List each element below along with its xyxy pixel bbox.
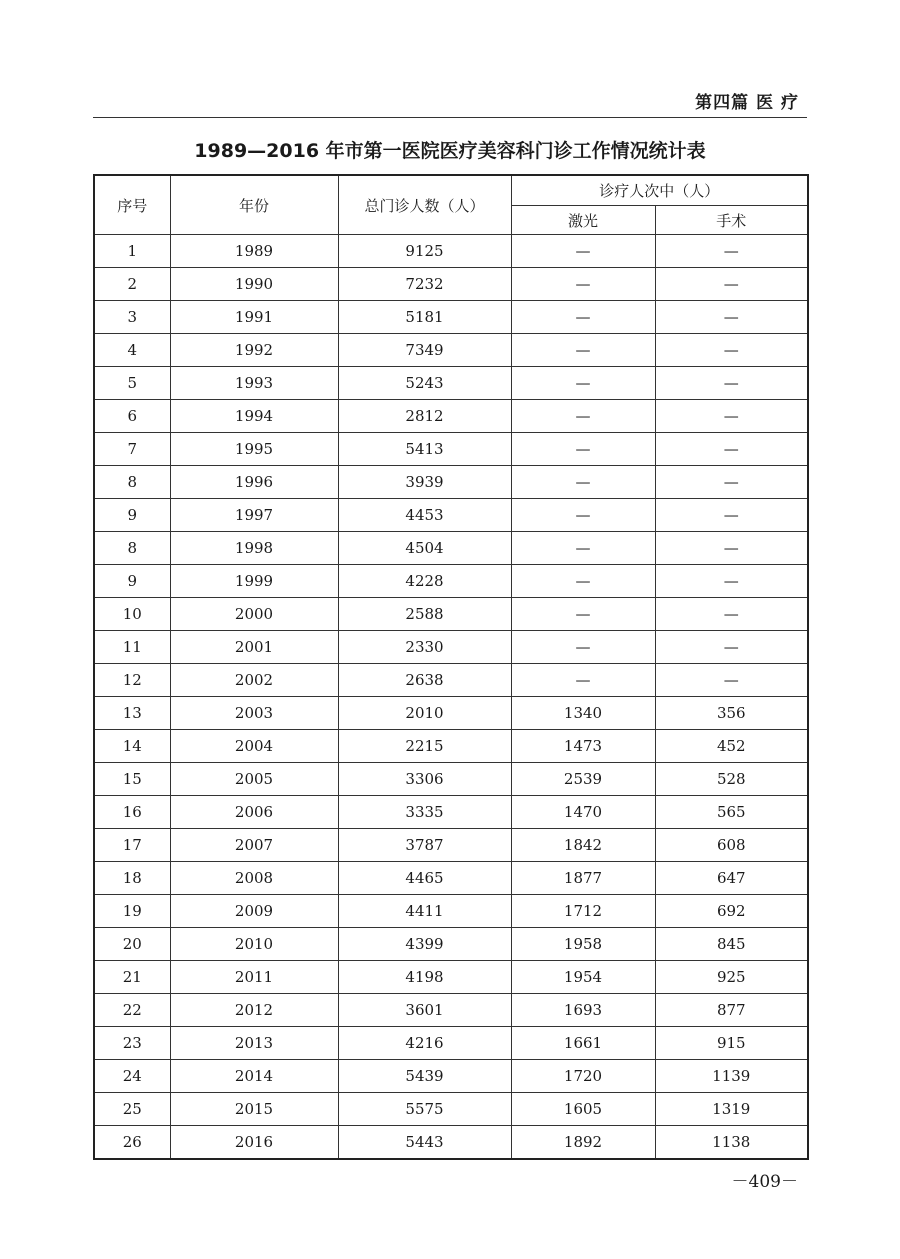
table-row	[94, 631, 808, 664]
cell-seq: 11	[94, 631, 170, 664]
cell-seq: 5	[94, 367, 170, 400]
cell-laser: 1693	[511, 994, 655, 1027]
running-header	[93, 84, 807, 118]
table-row	[94, 532, 808, 565]
cell-seq: 17	[94, 829, 170, 862]
cell-total: 2330	[338, 631, 511, 664]
cell-year: 2013	[170, 1027, 338, 1060]
cell-surgery: —	[655, 598, 808, 631]
cell-surgery: —	[655, 235, 808, 268]
cell-surgery: —	[655, 565, 808, 598]
table-row	[94, 598, 808, 631]
cell-seq: 22	[94, 994, 170, 1027]
cell-total: 2588	[338, 598, 511, 631]
cell-total: 4216	[338, 1027, 511, 1060]
cell-surgery: —	[655, 367, 808, 400]
cell-year: 2016	[170, 1126, 338, 1160]
cell-total: 3601	[338, 994, 511, 1027]
cell-year: 2006	[170, 796, 338, 829]
table-row	[94, 763, 808, 796]
cell-seq: 9	[94, 499, 170, 532]
cell-year: 2001	[170, 631, 338, 664]
cell-surgery: 528	[655, 763, 808, 796]
cell-seq: 6	[94, 400, 170, 433]
cell-surgery: —	[655, 400, 808, 433]
cell-surgery: 1138	[655, 1126, 808, 1160]
cell-seq: 24	[94, 1060, 170, 1093]
cell-seq: 8	[94, 466, 170, 499]
cell-seq: 14	[94, 730, 170, 763]
cell-seq: 18	[94, 862, 170, 895]
table-row	[94, 1060, 808, 1093]
cell-laser: —	[511, 499, 655, 532]
table-row	[94, 334, 808, 367]
cell-total: 4411	[338, 895, 511, 928]
cell-total: 3306	[338, 763, 511, 796]
table-row	[94, 961, 808, 994]
cell-year: 2014	[170, 1060, 338, 1093]
table-row	[94, 565, 808, 598]
cell-year: 1992	[170, 334, 338, 367]
cell-year: 1993	[170, 367, 338, 400]
cell-year: 1996	[170, 466, 338, 499]
cell-seq: 15	[94, 763, 170, 796]
cell-laser: 1661	[511, 1027, 655, 1060]
cell-total: 5439	[338, 1060, 511, 1093]
table-row	[94, 235, 808, 268]
cell-laser: —	[511, 433, 655, 466]
cell-seq: 2	[94, 268, 170, 301]
cell-laser: 1340	[511, 697, 655, 730]
cell-seq: 13	[94, 697, 170, 730]
cell-surgery: 608	[655, 829, 808, 862]
cell-year: 2004	[170, 730, 338, 763]
table-row	[94, 994, 808, 1027]
cell-seq: 1	[94, 235, 170, 268]
cell-laser: 1892	[511, 1126, 655, 1160]
cell-laser: 1712	[511, 895, 655, 928]
cell-year: 2008	[170, 862, 338, 895]
cell-total: 2215	[338, 730, 511, 763]
cell-laser: 2539	[511, 763, 655, 796]
cell-laser: —	[511, 301, 655, 334]
cell-laser: —	[511, 598, 655, 631]
cell-laser: —	[511, 235, 655, 268]
cell-surgery: 1139	[655, 1060, 808, 1093]
cell-total: 4453	[338, 499, 511, 532]
cell-total: 3939	[338, 466, 511, 499]
cell-seq: 25	[94, 1093, 170, 1126]
cell-laser: 1877	[511, 862, 655, 895]
cell-year: 2000	[170, 598, 338, 631]
cell-total: 9125	[338, 235, 511, 268]
cell-year: 2003	[170, 697, 338, 730]
header-laser: 激光	[511, 206, 655, 235]
cell-surgery: —	[655, 631, 808, 664]
table-row	[94, 895, 808, 928]
header-total: 总门诊人数（人）	[338, 175, 511, 235]
cell-year: 1999	[170, 565, 338, 598]
cell-year: 1991	[170, 301, 338, 334]
cell-seq: 16	[94, 796, 170, 829]
cell-seq: 19	[94, 895, 170, 928]
cell-surgery: 877	[655, 994, 808, 1027]
cell-surgery: —	[655, 499, 808, 532]
table-row	[94, 1027, 808, 1060]
cell-laser: —	[511, 400, 655, 433]
cell-year: 2009	[170, 895, 338, 928]
table-row	[94, 400, 808, 433]
cell-surgery: 356	[655, 697, 808, 730]
cell-total: 2638	[338, 664, 511, 697]
cell-laser: 1720	[511, 1060, 655, 1093]
cell-laser: —	[511, 532, 655, 565]
cell-seq: 23	[94, 1027, 170, 1060]
cell-seq: 21	[94, 961, 170, 994]
cell-total: 4504	[338, 532, 511, 565]
cell-total: 5575	[338, 1093, 511, 1126]
table-row	[94, 1126, 808, 1160]
cell-total: 4465	[338, 862, 511, 895]
cell-laser: 1470	[511, 796, 655, 829]
cell-total: 3787	[338, 829, 511, 862]
cell-surgery: —	[655, 532, 808, 565]
cell-seq: 4	[94, 334, 170, 367]
cell-surgery: 845	[655, 928, 808, 961]
table-body	[94, 235, 808, 1160]
cell-surgery: —	[655, 466, 808, 499]
cell-seq: 12	[94, 664, 170, 697]
table-row	[94, 697, 808, 730]
header-group: 诊疗人次中（人）	[511, 175, 808, 206]
cell-year: 1998	[170, 532, 338, 565]
cell-surgery: 692	[655, 895, 808, 928]
cell-laser: 1954	[511, 961, 655, 994]
header-year: 年份	[170, 175, 338, 235]
cell-laser: —	[511, 664, 655, 697]
table-header	[94, 175, 808, 235]
cell-year: 2010	[170, 928, 338, 961]
cell-year: 2012	[170, 994, 338, 1027]
header-seq: 序号	[94, 175, 170, 235]
cell-total: 4198	[338, 961, 511, 994]
cell-laser: 1842	[511, 829, 655, 862]
header-surgery: 手术	[655, 206, 808, 235]
cell-total: 4399	[338, 928, 511, 961]
table-row	[94, 301, 808, 334]
cell-surgery: 925	[655, 961, 808, 994]
cell-year: 2011	[170, 961, 338, 994]
cell-laser: 1958	[511, 928, 655, 961]
cell-laser: 1605	[511, 1093, 655, 1126]
cell-year: 1990	[170, 268, 338, 301]
cell-year: 2015	[170, 1093, 338, 1126]
cell-year: 1995	[170, 433, 338, 466]
cell-total: 2812	[338, 400, 511, 433]
cell-year: 2002	[170, 664, 338, 697]
table-row	[94, 730, 808, 763]
page-number: －409－	[731, 1172, 798, 1192]
table-row	[94, 928, 808, 961]
cell-total: 3335	[338, 796, 511, 829]
table-row	[94, 664, 808, 697]
cell-total: 2010	[338, 697, 511, 730]
table-row	[94, 466, 808, 499]
cell-surgery: —	[655, 334, 808, 367]
cell-total: 7232	[338, 268, 511, 301]
cell-year: 2005	[170, 763, 338, 796]
cell-surgery: 1319	[655, 1093, 808, 1126]
table-row	[94, 499, 808, 532]
cell-total: 5443	[338, 1126, 511, 1160]
cell-total: 5413	[338, 433, 511, 466]
cell-year: 1997	[170, 499, 338, 532]
cell-seq: 8	[94, 532, 170, 565]
cell-surgery: 915	[655, 1027, 808, 1060]
cell-laser: —	[511, 268, 655, 301]
cell-laser: —	[511, 631, 655, 664]
cell-laser: 1473	[511, 730, 655, 763]
cell-seq: 20	[94, 928, 170, 961]
table-row	[94, 829, 808, 862]
table-row	[94, 1093, 808, 1126]
cell-year: 1989	[170, 235, 338, 268]
table-row	[94, 433, 808, 466]
table-title: 1989—2016 年市第一医院医疗美容科门诊工作情况统计表	[194, 140, 706, 162]
cell-seq: 3	[94, 301, 170, 334]
cell-surgery: —	[655, 268, 808, 301]
cell-year: 2007	[170, 829, 338, 862]
section-title: 第四篇 医 疗	[695, 93, 799, 113]
cell-year: 1994	[170, 400, 338, 433]
cell-surgery: —	[655, 664, 808, 697]
cell-laser: —	[511, 367, 655, 400]
cell-surgery: 452	[655, 730, 808, 763]
table-row	[94, 862, 808, 895]
cell-surgery: 565	[655, 796, 808, 829]
cell-total: 7349	[338, 334, 511, 367]
cell-surgery: —	[655, 301, 808, 334]
cell-laser: —	[511, 466, 655, 499]
cell-total: 5181	[338, 301, 511, 334]
cell-laser: —	[511, 334, 655, 367]
cell-seq: 26	[94, 1126, 170, 1160]
table-row	[94, 796, 808, 829]
cell-laser: —	[511, 565, 655, 598]
cell-seq: 10	[94, 598, 170, 631]
cell-surgery: 647	[655, 862, 808, 895]
table-row	[94, 268, 808, 301]
cell-total: 4228	[338, 565, 511, 598]
cell-surgery: —	[655, 433, 808, 466]
table-row	[94, 367, 808, 400]
cell-total: 5243	[338, 367, 511, 400]
statistics-table	[93, 174, 809, 1160]
cell-seq: 7	[94, 433, 170, 466]
cell-seq: 9	[94, 565, 170, 598]
